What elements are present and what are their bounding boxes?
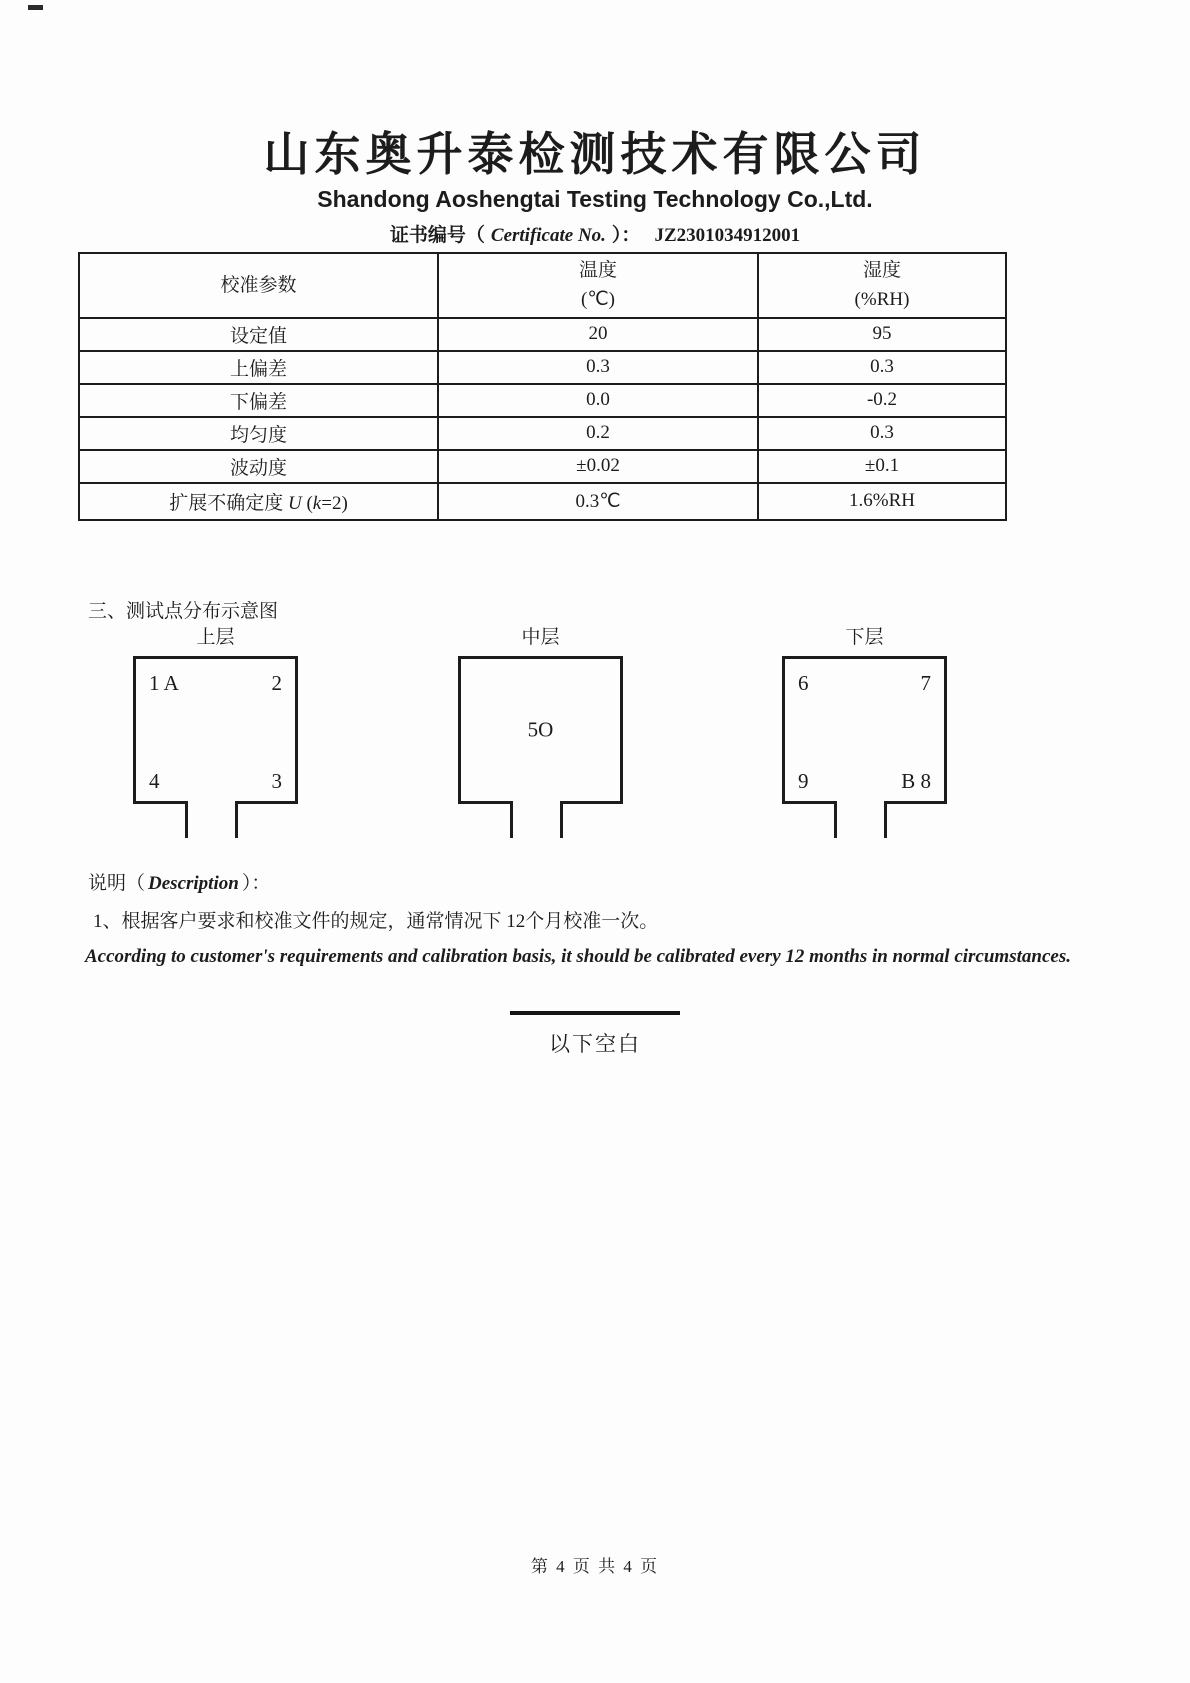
blank-below-note: 以下空白 — [549, 1032, 641, 1056]
table-row — [79, 384, 1006, 417]
certificate-number-line — [0, 220, 1190, 247]
row-temp-value: 0.0 — [438, 384, 758, 417]
row-param-uncertainty — [79, 483, 438, 520]
cert-paren-open: （ — [465, 225, 485, 246]
test-point-label: 9 — [798, 769, 809, 793]
chamber-leg-left — [510, 804, 513, 838]
row-temp-value: 0.3 — [438, 351, 758, 384]
row-param: 上偏差 — [79, 351, 438, 384]
test-point-label: 1 A — [149, 671, 179, 695]
chamber-bottom-edge-right — [235, 801, 298, 804]
cert-label-en: Certificate No. — [490, 225, 606, 246]
row-hum-value: -0.2 — [758, 384, 1006, 417]
description-item-cn: 1、根据客户要求和校准文件的规定，通常情况下 12个月校准一次。 — [93, 911, 659, 932]
desc-label-en: Description — [148, 873, 239, 894]
row-param: 波动度 — [79, 450, 438, 483]
chamber-bottom-edge-right — [560, 801, 623, 804]
hum-unit: (%RH) — [854, 289, 910, 311]
row-hum-value: 0.3 — [758, 417, 1006, 450]
test-point-label: 2 — [271, 671, 282, 695]
company-name-cn: 山东奥升泰检测技术有限公司 — [263, 127, 927, 181]
row-hum-value: ±0.1 — [758, 450, 1006, 483]
closing-block — [0, 1002, 1190, 1058]
uncertainty-tail: =2) — [321, 492, 348, 514]
test-point-label: 4 — [149, 769, 160, 793]
layer-diagram-middle — [458, 622, 623, 801]
row-param: 均匀度 — [79, 417, 438, 450]
row-temp-value: 0.3℃ — [438, 483, 758, 520]
chamber-bottom-edge-right — [884, 801, 947, 804]
chamber-leg-right — [235, 804, 238, 838]
row-hum-value: 1.6%RH — [758, 483, 1006, 520]
row-temp-value: ±0.02 — [438, 450, 758, 483]
row-temp-value: 0.2 — [438, 417, 758, 450]
header-cell-humidity — [758, 253, 1006, 318]
layer-title: 中层 — [521, 627, 560, 648]
row-param: 下偏差 — [79, 384, 438, 417]
layer-title: 下层 — [845, 627, 884, 648]
layer-diagram-lower — [782, 622, 947, 801]
test-point-label: 3 — [271, 769, 282, 793]
header-cell-param: 校准参数 — [79, 253, 438, 318]
table-row — [79, 417, 1006, 450]
cert-label-cn: 证书编号 — [389, 225, 466, 246]
uncertainty-prefix: 扩展不确定度 — [169, 492, 288, 514]
calibration-table — [78, 252, 1007, 521]
row-hum-value: 0.3 — [758, 351, 1006, 384]
desc-paren-close: ）： — [241, 873, 271, 894]
header-cell-temperature — [438, 253, 758, 318]
table-row — [79, 450, 1006, 483]
chamber-leg-right — [884, 804, 887, 838]
uncertainty-u: U — [287, 492, 302, 514]
chamber-bottom-edge-left — [782, 801, 837, 804]
certificate-number: JZ2301034912001 — [654, 225, 801, 246]
uncertainty-mid: ( — [301, 492, 313, 514]
desc-paren-open: （ — [126, 873, 146, 894]
chamber-bottom-edge-left — [458, 801, 513, 804]
hum-name: 湿度 — [862, 260, 901, 281]
chamber-leg-left — [185, 804, 188, 838]
cert-paren-close: ）： — [611, 225, 641, 246]
chamber-bottom-edge-left — [133, 801, 188, 804]
test-point-label: B 8 — [901, 769, 931, 793]
layer-diagram-upper — [133, 622, 298, 801]
closing-rule — [510, 1011, 680, 1015]
chamber-leg-left — [834, 804, 837, 838]
chamber-outline — [458, 656, 623, 801]
diagram-section-title: 三、测试点分布示意图 — [88, 601, 279, 622]
chamber-outline — [782, 656, 947, 801]
table-row-uncertainty — [79, 483, 1006, 520]
uncertainty-k: k — [312, 492, 322, 514]
row-hum-value: 95 — [758, 318, 1006, 351]
page-footer: 第 4 页 共 4 页 — [530, 1557, 660, 1576]
layer-title: 上层 — [196, 627, 235, 648]
description-label — [88, 868, 270, 895]
chamber-leg-right — [560, 804, 563, 838]
test-point-label: 7 — [920, 671, 931, 695]
chamber-outline — [133, 656, 298, 801]
company-name-en: Shandong Aoshengtai Testing Technology Co.,Ltd. — [317, 186, 873, 212]
test-point-label: 6 — [798, 671, 809, 695]
row-param: 设定值 — [79, 318, 438, 351]
table-header-row — [79, 253, 1006, 318]
table-row — [79, 318, 1006, 351]
table-row — [79, 351, 1006, 384]
row-temp-value: 20 — [438, 318, 758, 351]
temp-name: 温度 — [578, 260, 617, 281]
description-item-en: According to customer's requirements and calibration basis, it should be calibrated every 12 months in normal circumstances. — [85, 946, 1071, 967]
scan-artifact — [28, 5, 43, 10]
test-point-label: 5O — [527, 717, 554, 742]
temp-unit: (℃) — [581, 289, 615, 311]
desc-label-cn: 说明 — [88, 873, 127, 894]
